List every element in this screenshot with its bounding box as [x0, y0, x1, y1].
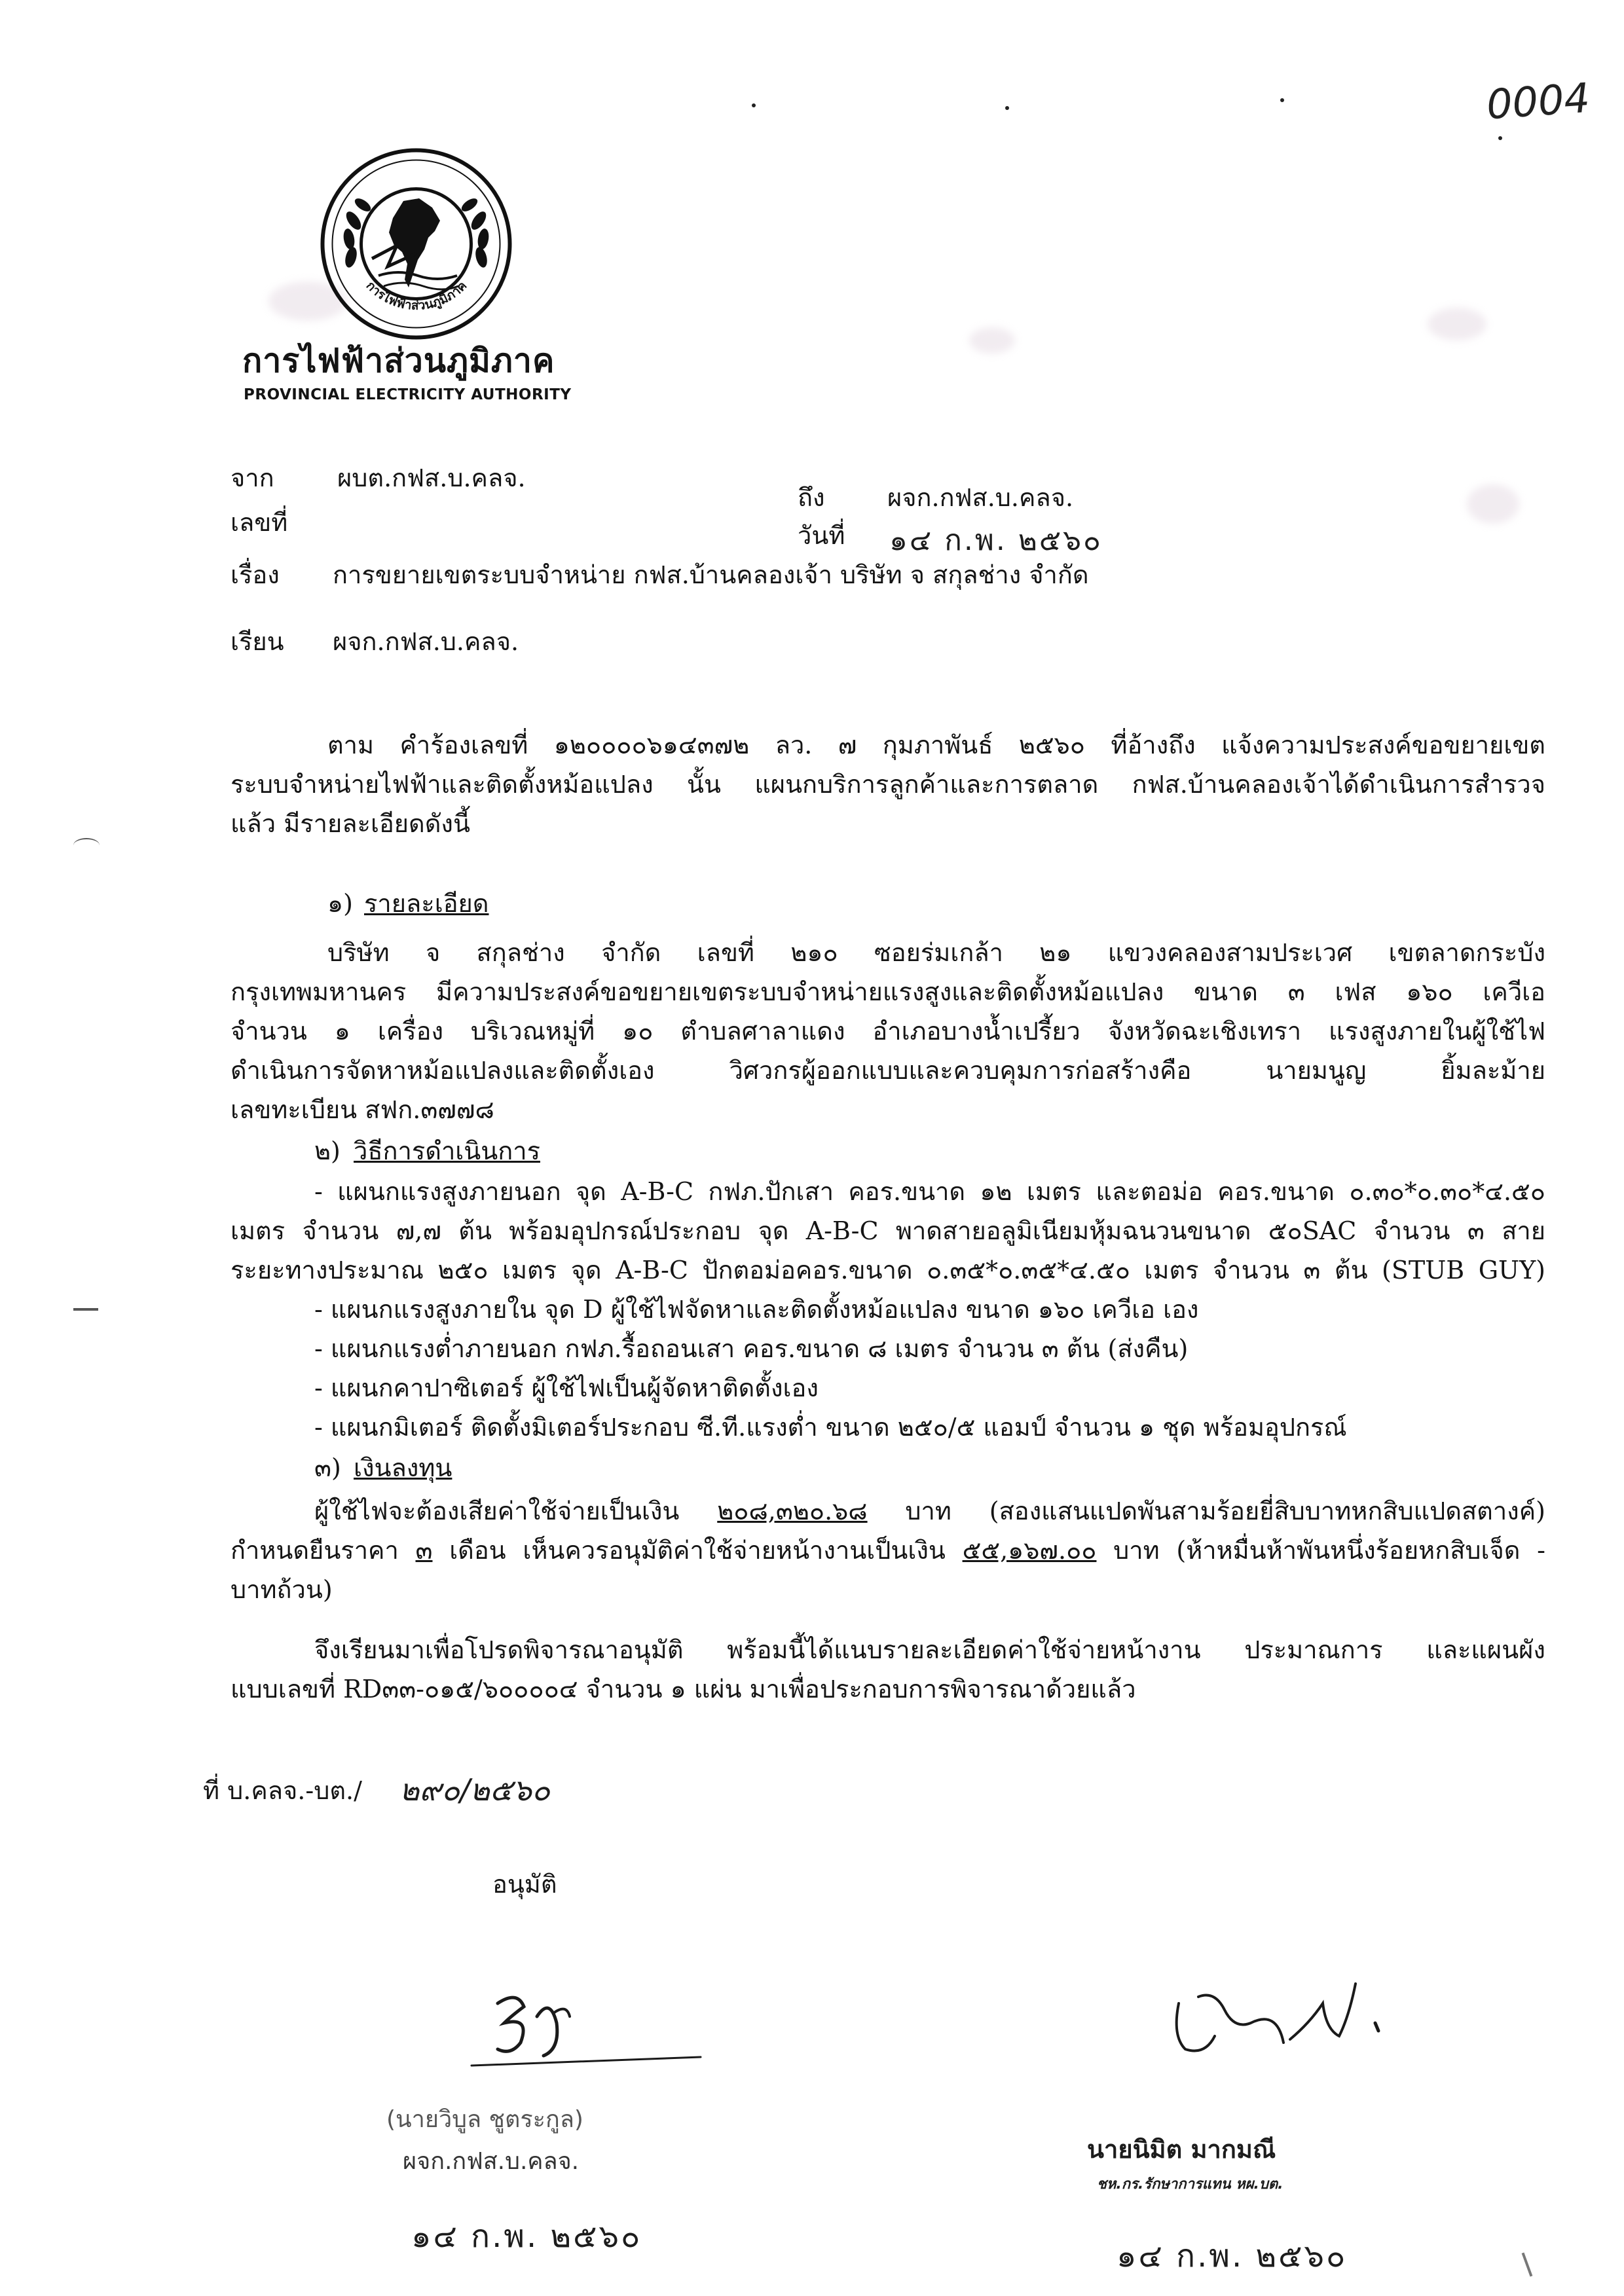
- from-value: ผบต.กฟส.บ.คลจ.: [337, 464, 526, 492]
- date-label: วันที่: [798, 521, 845, 550]
- site-cost-words: บาท (ห้าหมื่นห้าพันหนึ่งร้อยหกสิบเจ็ด -: [1113, 1536, 1545, 1565]
- section-1-line-5: เลขทะเบียน สฟก.๓๗๗๘: [231, 1095, 494, 1124]
- section-2-line-3: ระยะทางประมาณ ๒๕๐ เมตร จุด A-B-C ปักตอม่อคอร.ขนาด ๐.๓๕*๐.๓๕*๔.๕๐ เมตร จำนวน ๓ ต้น (STUB GUY): [231, 1256, 1545, 1285]
- closing-line-1: จึงเรียนมาเพื่อโปรดพิจารณาอนุมัติ พร้อมนี้ได้แนบรายละเอียดค่าใช้จ่ายหน้างาน ประมาณการ และแผนผัง: [314, 1635, 1545, 1664]
- right-signer-name: นายนิมิต มากมณี: [1087, 2135, 1276, 2164]
- section-2-number: ๒): [314, 1137, 341, 1165]
- total-cost-words: บาท (สองแสนแปดพันสามร้อยยี่สิบบาทหกสิบแปดสตางค์): [905, 1497, 1545, 1525]
- intro-line-3: แล้ว มีรายละเอียดดังนี้: [231, 809, 470, 838]
- section-3-number: ๓): [314, 1453, 341, 1482]
- section-2-line-6: - แผนกคาปาซิเตอร์ ผู้ใช้ไฟเป็นผู้จัดหาติดตั้งเอง: [314, 1374, 819, 1402]
- site-cost-amount: ๕๕,๑๖๗.๐๐: [962, 1536, 1097, 1565]
- section-1-line-1: บริษัท จ สกุลช่าง จำกัด เลขที่ ๒๑๐ ซอยร่มเกล้า ๒๑ แขวงคลองสามประเวศ เขตลาดกระบัง: [327, 938, 1545, 967]
- logo-ring-text: การไฟฟ้าส่วนภูมิภาค: [363, 278, 470, 313]
- left-date-stamp: ๑๔ ก.พ. ๒๕๖๐: [411, 2218, 642, 2255]
- scan-smudge: [1467, 484, 1519, 524]
- org-name-en: PROVINCIAL ELECTRICITY AUTHORITY: [244, 386, 572, 403]
- price-validity-months: ๓: [415, 1536, 433, 1565]
- section-2-line-7: - แผนกมิเตอร์ ติดตั้งมิเตอร์ประกอบ ซี.ที.แรงต่ำ ขนาด ๒๕๐/๕ แอมป์ จำนวน ๑ ชุด พร้อมอุปกรณ์: [314, 1413, 1347, 1442]
- closing-line-2: แบบเลขที่ RD๓๓-๐๑๕/๖๐๐๐๐๔ จำนวน ๑ แผ่น มาเพื่อประกอบการพิจารณาด้วยแล้ว: [231, 1675, 1136, 1704]
- approver-signature: [458, 1977, 707, 2075]
- section-3-title: เงินลงทุน: [354, 1453, 452, 1482]
- section-3-line-3: บาทถ้วน): [231, 1575, 333, 1604]
- scan-smudge: [1428, 308, 1486, 340]
- section-1-line-4: ดำเนินการจัดหาหม้อแปลงและติดตั้งเอง วิศวกรผู้ออกแบบและควบคุมการก่อสร้างคือ นายมนูญ ยิ้มละม้าย: [231, 1056, 1545, 1085]
- pea-logo-graphic: [320, 147, 513, 340]
- right-signature-graphic: [1153, 1958, 1428, 2082]
- right-signer-title: ชห.กร.รักษาการแทน หผ.บต.: [1097, 2176, 1283, 2193]
- margin-mark: [73, 1308, 98, 1311]
- section-1-title: รายละเอียด: [364, 889, 489, 918]
- subject-value: การขยายเขตระบบจำหน่าย กฟส.บ้านคลองเจ้า บริษัท จ สกุลช่าง จำกัด: [333, 560, 1089, 589]
- section-2-line-1: - แผนกแรงสูงภายนอก จุด A-B-C กฟภ.ปักเสา คอร.ขนาด ๑๒ เมตร และตอม่อ คอร.ขนาด ๐.๓๐*๐.๓๐*๔.๕๐: [314, 1177, 1545, 1206]
- attention-label: เรียน: [231, 627, 284, 656]
- intro-line-2: ระบบจำหน่ายไฟฟ้าและติดตั้งหม้อแปลง นั้น แผนกบริการลูกค้าและการตลาด กฟส.บ้านคลองเจ้าได้ดำเนินการสำรวจ: [231, 770, 1545, 799]
- approver-signature-graphic: [458, 1977, 707, 2075]
- right-signature: [1153, 1958, 1428, 2082]
- subject-label: เรื่อง: [231, 560, 280, 589]
- section-1-line-3: จำนวน ๑ เครื่อง บริเวณหมู่ที่ ๑๐ ตำบลศาลาแดง อำเภอบางน้ำเปรี้ยว จังหวัดฉะเชิงเทรา แรงสูงภายในผู้ใช้ไฟ: [231, 1017, 1545, 1046]
- reference-label: ที่ บ.คลจ.-บต./: [203, 1776, 362, 1805]
- doc-no-label: เลขที่: [231, 508, 288, 537]
- section-3-line-2: [231, 1531, 1545, 1570]
- approve-cost-label: เดือน เห็นควรอนุมัติค่าใช้จ่ายหน้างานเป็นเงิน: [449, 1536, 946, 1565]
- intro-line-1: ตาม คำร้องเลขที่ ๑๒๐๐๐๐๖๑๔๓๗๒ ลว. ๗ กุมภาพันธ์ ๒๕๖๐ ที่อ้างถึง แจ้งความประสงค์ขอขยายเขต: [327, 731, 1545, 759]
- org-name-th: การไฟฟ้าส่วนภูมิภาค: [242, 342, 555, 380]
- reference-number-handwritten: ๒๙๐/๒๕๖๐: [399, 1772, 550, 1808]
- approve-label: อนุมัติ: [492, 1870, 557, 1899]
- total-cost-amount: ๒๐๘,๓๒๐.๖๘: [717, 1497, 868, 1525]
- left-signer-name: (นายวิบูล ชูตระกูล): [386, 2106, 583, 2133]
- section-1-line-2: กรุงเทพมหานคร มีความประสงค์ขอขยายเขตระบบจำหน่ายแรงสูงและติดตั้งหม้อแปลง ขนาด ๓ เฟส ๑๖๐ เควีเอ: [231, 977, 1545, 1006]
- scan-speck: [1498, 136, 1502, 140]
- section-2-line-4: - แผนกแรงสูงภายใน จุด D ผู้ใช้ไฟจัดหาและติดตั้งหม้อแปลง ขนาด ๑๖๐ เควีเอ เอง: [314, 1295, 1199, 1324]
- handwritten-page-number: 0004: [1485, 73, 1592, 129]
- cost-label: ผู้ใช้ไฟจะต้องเสียค่าใช้จ่ายเป็นเงิน: [314, 1497, 680, 1525]
- margin-mark: [73, 838, 100, 852]
- to-label: ถึง: [798, 483, 825, 512]
- attention-value: ผจก.กฟส.บ.คลจ.: [333, 627, 519, 656]
- margin-mark: [1522, 2252, 1533, 2276]
- left-signer-title: ผจก.กฟส.บ.คลจ.: [403, 2148, 580, 2175]
- date-value-stamped: ๑๔ ก.พ. ๒๕๖๐: [889, 524, 1103, 557]
- price-validity-label: กำหนดยืนราคา: [231, 1536, 399, 1565]
- section-2-line-2: เมตร จำนวน ๗,๗ ต้น พร้อมอุปกรณ์ประกอบ จุด A-B-C พาดสายอลูมิเนียมหุ้มฉนวนขนาด ๕๐SAC จำนวน ๓ สาย: [231, 1216, 1545, 1245]
- pea-logo-seal: [320, 147, 513, 340]
- scan-speck: [752, 103, 756, 107]
- from-label: จาก: [231, 464, 274, 492]
- section-2-line-5: - แผนกแรงต่ำภายนอก กฟภ.รื้อถอนเสา คอร.ขนาด ๘ เมตร จำนวน ๓ ต้น (ส่งคืน): [314, 1334, 1189, 1363]
- to-value: ผจก.กฟส.บ.คลจ.: [887, 483, 1074, 512]
- section-2-title: วิธีการดำเนินการ: [354, 1137, 540, 1165]
- section-1-number: ๑): [327, 889, 353, 918]
- section-3-line-1: [314, 1491, 1545, 1531]
- scan-speck: [1280, 98, 1284, 102]
- scan-smudge: [969, 327, 1015, 354]
- scan-speck: [1005, 106, 1009, 110]
- right-date-stamp: ๑๔ ก.พ. ๒๕๖๐: [1116, 2238, 1348, 2274]
